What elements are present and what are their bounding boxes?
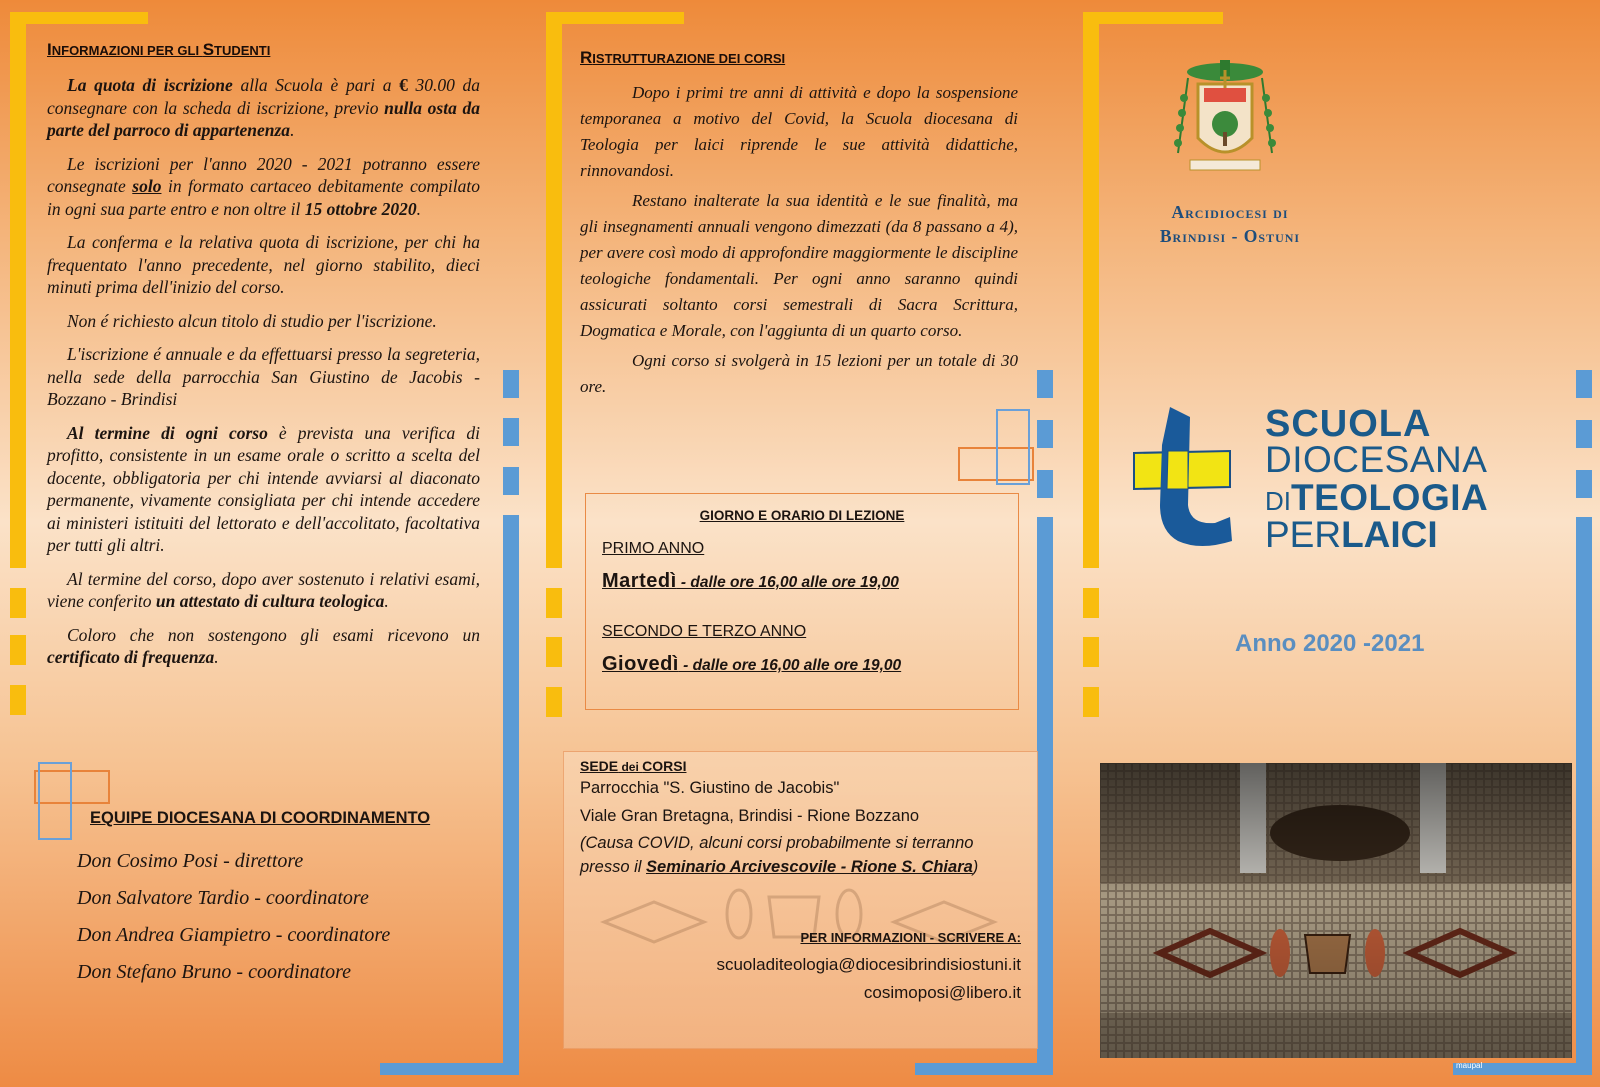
- venue-box: [563, 751, 1038, 1049]
- first-year-label: PRIMO ANNO: [602, 540, 705, 557]
- paragraph-exam: Al termine di ogni corso è prevista una verifica di profitto, consistente in un esame orale o scritto a scelta del docente, obbligatoria per chi intende avviarsi al diaconato permanente, vivamente consigliata per chi intende accedere ai ministeri istituiti del lettorato e dell'accolitato, facoltativa per tutti gli altri.: [47, 422, 480, 555]
- blue-tick: [1576, 370, 1592, 398]
- yellow-tick: [10, 588, 26, 618]
- second-third-year-schedule: Giovedì - dalle ore 16,00 alle ore 19,00: [602, 653, 902, 675]
- school-title-line-1: SCUOLA: [1265, 403, 1432, 445]
- yellow-tick: [10, 635, 26, 665]
- school-title-line-3: DITEOLOGIA: [1265, 477, 1489, 518]
- blue-frame-side: [1037, 517, 1053, 1075]
- venue-parish: Parrocchia "S. Giustino de Jacobis": [580, 779, 840, 797]
- yellow-frame-side: [546, 12, 562, 568]
- restructuring-text: [580, 80, 1018, 404]
- paragraph-no-title: Non é richiesto alcun titolo di studio per l'iscrizione.: [67, 310, 437, 331]
- yellow-frame-top: [1083, 12, 1223, 24]
- yellow-tick: [10, 685, 26, 715]
- venue-covid-note: (Causa COVID, alcuni corsi probabilmente si terranno: [580, 834, 974, 852]
- blue-tick: [1576, 470, 1592, 498]
- lesson-schedule-title: GIORNO E ORARIO DI LEZIONE: [699, 508, 905, 523]
- archdiocese-line-2: Brindisi - Ostuni: [1159, 226, 1301, 246]
- student-info-text: [47, 74, 480, 680]
- yellow-tick: [546, 637, 562, 667]
- equipe-list: [77, 846, 390, 994]
- equipe-member: Don Andrea Giampietro - coordinatore: [77, 924, 391, 946]
- yellow-frame-side: [10, 12, 26, 568]
- venue-address: Viale Gran Bretagna, Brindisi - Rione Bozzano: [580, 807, 920, 825]
- blue-tick: [503, 467, 519, 495]
- section-title-restructuring: RISTRUTTURAZIONE DEI CORSI: [580, 48, 786, 67]
- decorative-square: [38, 762, 72, 840]
- blue-frame-bottom: [380, 1063, 519, 1075]
- venue-seminary-note: presso il Seminario Arcivescovile - Rione S. Chiara): [580, 858, 979, 876]
- venue-title: SEDE dei CORSI: [580, 758, 687, 774]
- yellow-tick: [1083, 588, 1099, 618]
- panel-student-info: [0, 0, 535, 1087]
- paragraph-restart: Dopo i primi tre anni di attività e dopo la sospensione temporanea a motivo del Covid, la Scuola diocesana di Teologia per laici riprende le sue attività didattiche, rinnovandosi.: [580, 83, 1018, 180]
- yellow-tick: [546, 588, 562, 618]
- paragraph-enrollment: Le iscrizioni per l'anno 2020 - 2021 potranno essere consegnate solo in formato cartaceo debitamente compilato in ogni sua parte entro e non oltre il 15 ottobre 2020.: [47, 153, 480, 219]
- coat-of-arms-icon: [1170, 58, 1280, 183]
- blue-frame-bottom: [915, 1063, 1053, 1075]
- photo-credit: maupal: [1456, 1061, 1483, 1070]
- equipe-member: Don Cosimo Posi - direttore: [77, 850, 304, 872]
- blue-tick: [1037, 470, 1053, 498]
- school-title-line-2: DIOCESANA: [1265, 439, 1488, 480]
- equipe-title: EQUIPE DIOCESANA DI COORDINAMENTO: [90, 809, 431, 827]
- paragraph-lessons-count: Ogni corso si svolgerà in 15 lezioni per un totale di 30 ore.: [580, 351, 1018, 396]
- blue-tick: [1037, 370, 1053, 398]
- lesson-schedule-box: [585, 493, 1019, 710]
- paragraph-annual: L'iscrizione é annuale e da effettuarsi presso la segreteria, nella sede della parrocchia San Giustino de Jacobis - Bozzano - Brindisi: [47, 344, 480, 409]
- decorative-square: [996, 409, 1030, 485]
- paragraph-identity: Restano inalterate la sua identità e le sue finalità, ma gli insegnamenti annuali vengono dimezzati (da 8 passano a 4), per avere così modo di approfondire maggiormente le discipline teologiche fondamentali. Per ogni anno saranno quindi assicurati soltanto corsi semestrali di Sacra Scrittura, Dogmatica e Morale, con l'aggiunta di un quarto corso.: [580, 191, 1018, 340]
- contact-email-school[interactable]: scuoladiteologia@diocesibrindisiostuni.it: [716, 955, 1021, 974]
- blue-tick: [503, 418, 519, 446]
- archdiocese-line-1: Arcidiocesi di: [1171, 202, 1289, 222]
- contact-title: PER INFORMAZIONI - SCRIVERE A:: [800, 930, 1021, 945]
- paragraph-certificate: Al termine del corso, dopo aver sostenuto i relativi esami, viene conferito un attestato di cultura teologica.: [47, 568, 480, 611]
- equipe-member: Don Stefano Bruno - coordinatore: [77, 961, 352, 983]
- second-third-year-label: SECONDO E TERZO ANNO: [602, 623, 807, 640]
- section-title-student-info: INFORMAZIONI PER GLI STUDENTI: [47, 40, 271, 59]
- blue-tick: [503, 370, 519, 398]
- blue-frame-side: [1576, 517, 1592, 1075]
- paragraph-attendance: Coloro che non sostengono gli esami ricevono un certificato di frequenza.: [47, 624, 480, 667]
- yellow-frame-side: [1083, 12, 1099, 568]
- paragraph-fee: La quota di iscrizione alla Scuola è pari a € 30.00 da consegnare con la scheda di iscrizione, previo nulla osta da parte del parroco di appartenenza.: [47, 75, 481, 140]
- paragraph-confirmation: La conferma e la relativa quota di iscrizione, per chi ha frequentato l'anno precedente, nel giorno stabilito, dieci minuti prima dell'inizio del corso.: [47, 232, 480, 297]
- yellow-frame-top: [546, 12, 684, 24]
- archdiocese-name: [1120, 200, 1340, 248]
- first-year-schedule: Martedì - dalle ore 16,00 alle ore 19,00: [602, 570, 899, 592]
- school-logo-icon: [1130, 405, 1240, 555]
- yellow-tick: [546, 687, 562, 717]
- yellow-tick: [1083, 637, 1099, 667]
- school-title-line-4: PERLAICI: [1265, 514, 1438, 555]
- mosaic-photo: [1100, 763, 1572, 1058]
- yellow-frame-top: [10, 12, 148, 24]
- blue-frame-side: [503, 515, 519, 1075]
- contact-email-director[interactable]: cosimoposi@libero.it: [863, 983, 1021, 1002]
- academic-year: Anno 2020 -2021: [1235, 630, 1425, 657]
- blue-tick: [1576, 420, 1592, 448]
- blue-tick: [1037, 420, 1053, 448]
- yellow-tick: [1083, 687, 1099, 717]
- equipe-member: Don Salvatore Tardio - coordinatore: [77, 887, 369, 909]
